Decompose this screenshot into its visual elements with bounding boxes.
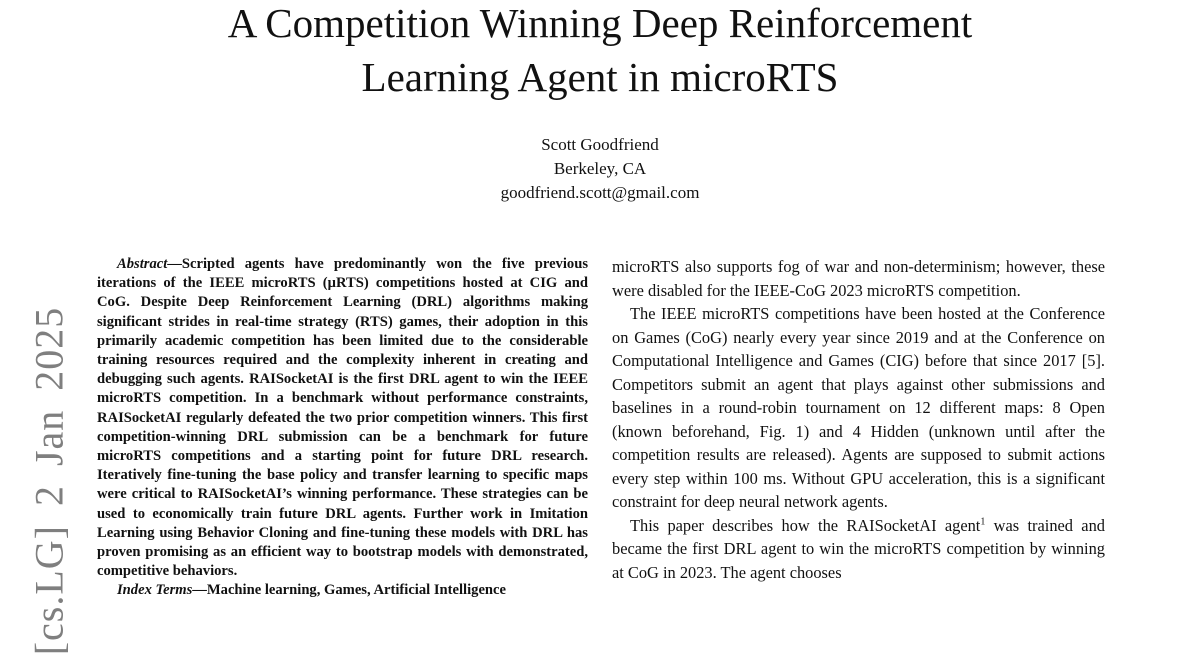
arxiv-category: [cs.LG] bbox=[26, 525, 72, 655]
arxiv-side-stamp bbox=[26, 307, 73, 655]
body-paragraph-3-start: This paper describes how the RAISocketAI agent bbox=[630, 515, 981, 535]
paper-title-line-2: Learning Agent in microRTS bbox=[361, 54, 839, 100]
left-column bbox=[97, 255, 588, 601]
author-name: Scott Goodfriend bbox=[541, 135, 659, 154]
body-paragraph-3-end: was trained and became the first DRL agent to win the microRTS competition by winning at CoG in 2023. The agent chooses bbox=[612, 515, 1105, 582]
body-paragraph-2: The IEEE microRTS competitions have been hosted at the Conference on Games (CoG) nearly every year since 2019 and at the Conference on Computational Intelligence and Games (CIG) before that since 2017 [5]. Competitors submit an agent that plays against other submissions and baselines in a round-robin tournament on 12 different maps: 8 Open (known beforehand, Fig. 1) and 4 Hidden (unknown until after the competition results are released). Agents are supposed to submit actions every step within 100 ms. Without GPU acceleration, this is a significant constraint for deep neural network agents. bbox=[612, 304, 1105, 511]
abstract bbox=[97, 255, 588, 581]
paper-title bbox=[0, 0, 1200, 104]
abstract-text: Scripted agents have predominantly won the five previous iterations of the IEEE microRTS (μRTS) competitions hosted at CIG and CoG. Despite Deep Reinforcement Learning (DRL) algorithms making significant strides in real-time strategy (RTS) games, their adoption in this primarily academic competition has been limited due to the considerable training resources required and the complexity inherent in creating and debugging such agents. RAISocketAI is the first DRL agent to win the IEEE microRTS competition. In a benchmark without performance constraints, RAISocketAI regularly defeated the two prior competition winners. This first competition-winning DRL submission can be a benchmark for future microRTS competitions and a starting point for future DRL research. Iteratively fine-tuning the base policy and transfer learning to specific maps were critical to RAISocketAI’s winning performance. These strategies can be used to economically train future DRL agents. Further work in Imitation Learning using Behavior Cloning and fine-tuning these models with DRL has proven promising as an efficient way to bootstrap models with demonstrated, competitive behaviors. bbox=[97, 256, 588, 580]
footnote-marker: 1 bbox=[980, 516, 986, 528]
right-column bbox=[612, 255, 1105, 584]
index-terms-text: Machine learning, Games, Artificial Intelligence bbox=[206, 582, 506, 599]
index-terms-label: Index Terms bbox=[117, 582, 193, 599]
author-email: goodfriend.scott@gmail.com bbox=[500, 183, 700, 202]
author-block bbox=[0, 133, 1200, 205]
paper-title-line-1: A Competition Winning Deep Reinforcement bbox=[227, 0, 973, 46]
index-terms-dash: — bbox=[192, 582, 207, 599]
abstract-dash: — bbox=[167, 256, 182, 272]
index-terms bbox=[97, 581, 588, 600]
body-paragraph-1: microRTS also supports fog of war and non-determinism; however, these were disabled for the IEEE-CoG 2023 microRTS competition. bbox=[612, 257, 1105, 300]
abstract-label: Abstract bbox=[117, 256, 168, 272]
author-location: Berkeley, CA bbox=[553, 159, 647, 178]
arxiv-date: 2 Jan 2025 bbox=[26, 306, 72, 507]
body-paragraph-3 bbox=[612, 514, 1105, 585]
